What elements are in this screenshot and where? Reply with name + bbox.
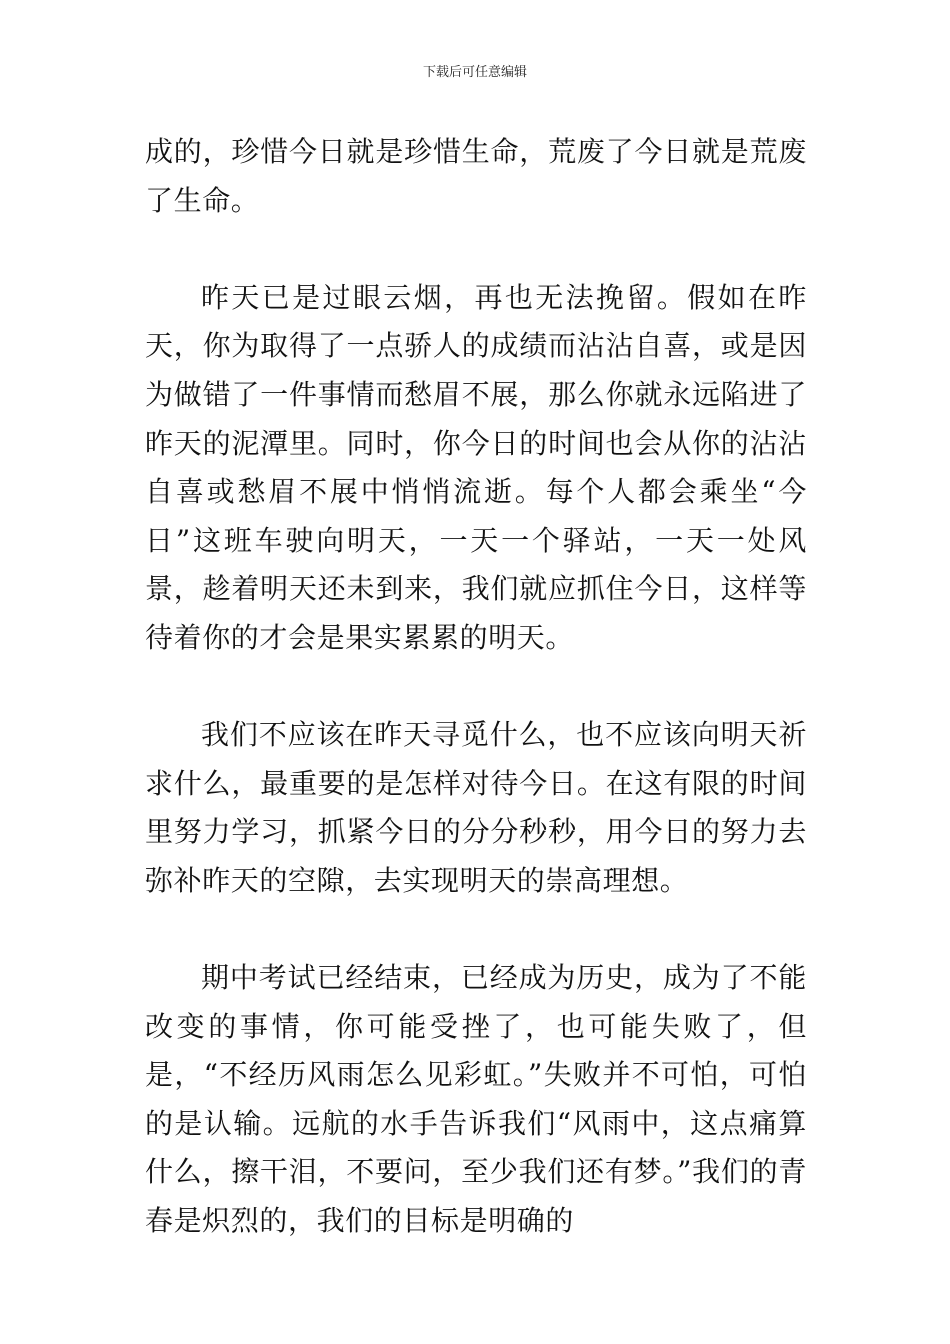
paragraph-1: 成的，珍惜今日就是珍惜生命，荒废了今日就是荒废了生命。 — [145, 135, 807, 217]
document-body — [145, 128, 807, 1246]
paragraph-2: 昨天已是过眼云烟，再也无法挽留。假如在昨天，你为取得了一点骄人的成绩而沾沾自喜，或是因为做错了一件事情而愁眉不展，那么你就永远陷进了昨天的泥潭里。同时，你今日的时间也会从你的沾沾自喜或愁眉不展中悄悄流逝。每个人都会乘坐“今日”这班车驶向明天，一天一个驿站，一天一处风景，趁着明天还未到来，我们就应抓住今日，这样等待着你的才会是果实累累的明天。 — [145, 280, 807, 654]
paragraph-4: 期中考试已经结束，已经成为历史，成为了不能改变的事情，你可能受挫了，也可能失败了，但是，“不经历风雨怎么见彩虹。”失败并不可怕，可怕的是认输。远航的水手告诉我们“风雨中，这点痛算什么，擦干泪，不要问，至少我们还有梦。”我们的青春是炽烈的，我们的目标是明确的 — [145, 961, 807, 1238]
paragraph-3: 我们不应该在昨天寻觅什么，也不应该向明天祈求什么，最重要的是怎样对待今日。在这有限的时间里努力学习，抓紧今日的分分秒秒，用今日的努力去弥补昨天的空隙，去实现明天的崇高理想。 — [145, 718, 807, 897]
page-header: 下载后可任意编辑 — [422, 65, 527, 80]
